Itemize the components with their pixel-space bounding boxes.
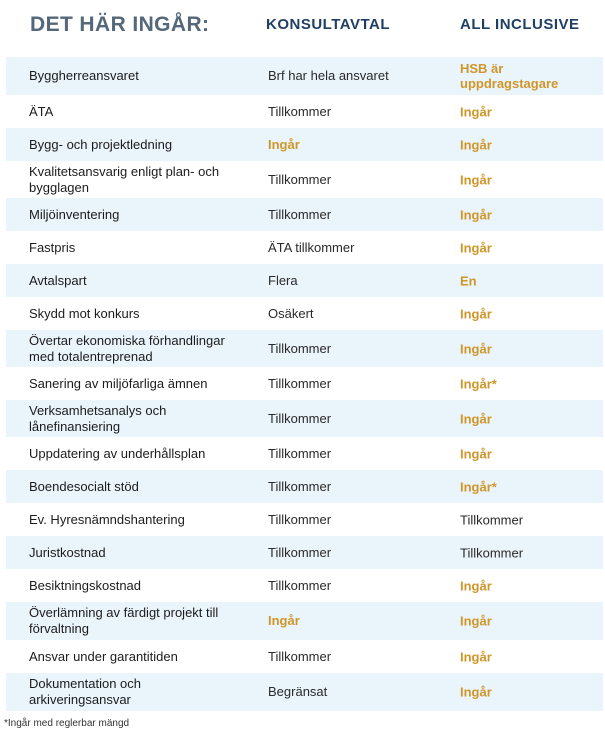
row-label: Ev. Hyresnämndshantering	[29, 511, 185, 527]
konsultavtal-value: Tillkommer	[268, 340, 332, 356]
table-row	[6, 95, 603, 128]
row-label: Ansvar under garantitiden	[29, 648, 178, 664]
konsultavtal-value: Brf har hela ansvaret	[268, 68, 389, 83]
all-inclusive-value: Ingår	[460, 240, 492, 255]
konsultavtal-value: Tillkommer	[268, 478, 332, 494]
row-label: Boendesocialt stöd	[29, 478, 139, 494]
table-row	[6, 437, 603, 470]
konsultavtal-value: Tillkommer	[268, 511, 332, 527]
row-label: ÄTA	[29, 103, 54, 119]
all-inclusive-value: Ingår	[460, 446, 492, 461]
all-inclusive-value: Ingår*	[460, 479, 497, 494]
row-label: Besiktningskostnad	[29, 577, 142, 593]
all-inclusive-value: Ingår	[460, 411, 492, 426]
table-row	[6, 128, 603, 161]
konsultavtal-value: Tillkommer	[268, 103, 332, 119]
row-label: Sanering av miljöfarliga ämnen	[29, 375, 208, 391]
all-inclusive-value: HSB är uppdragstagare	[460, 61, 559, 91]
row-label: Avtalspart	[29, 272, 87, 288]
row-label: Övertar ekonomiska förhandlingar med totalentreprenad	[29, 332, 225, 364]
all-inclusive-value: Tillkommer	[460, 545, 524, 560]
row-label: Kvalitetsansvarig enligt plan- och bygglagen	[29, 163, 220, 195]
konsultavtal-value: Tillkommer	[268, 445, 332, 461]
konsultavtal-value: Tillkommer	[268, 206, 332, 222]
table-row	[6, 536, 603, 569]
table-row	[6, 330, 603, 367]
konsultavtal-value: Ingår	[268, 613, 300, 628]
all-inclusive-value: Ingår	[460, 649, 492, 664]
konsultavtal-value: Tillkommer	[268, 375, 332, 391]
column-header-konsultavtal: KONSULTAVTAL	[266, 16, 391, 33]
konsultavtal-value: Tillkommer	[268, 410, 332, 426]
konsultavtal-value: Ingår	[268, 136, 300, 152]
konsultavtal-value: Begränsat	[268, 684, 328, 699]
konsultavtal-value: Osäkert	[268, 305, 314, 321]
table-row	[6, 673, 603, 711]
all-inclusive-value: Ingår	[460, 578, 492, 593]
table-row	[6, 470, 603, 503]
all-inclusive-value: Ingår	[460, 207, 492, 222]
table-row	[6, 602, 603, 640]
column-header-all-inclusive: ALL INCLUSIVE	[460, 16, 580, 33]
row-label: Juristkostnad	[29, 544, 106, 560]
all-inclusive-value: Ingår	[460, 306, 492, 321]
row-label: Byggherreansvaret	[29, 68, 139, 83]
all-inclusive-value: En	[460, 273, 477, 288]
row-label: Verksamhetsanalys och lånefinansiering	[29, 402, 167, 434]
row-label: Fastpris	[29, 239, 76, 255]
page-title: DET HÄR INGÅR:	[30, 13, 210, 36]
konsultavtal-value: ÄTA tillkommer	[268, 239, 355, 255]
table-row	[6, 569, 603, 602]
all-inclusive-value: Ingår	[460, 341, 492, 356]
table-header	[0, 0, 605, 52]
row-label: Överlämning av färdigt projekt till förvaltning	[29, 605, 219, 636]
konsultavtal-value: Flera	[268, 272, 298, 288]
all-inclusive-value: Ingår	[460, 104, 492, 119]
table-row	[6, 297, 603, 330]
konsultavtal-value: Tillkommer	[268, 577, 332, 593]
all-inclusive-value: Ingår	[460, 172, 492, 187]
comparison-table	[6, 57, 603, 711]
konsultavtal-value: Tillkommer	[268, 648, 332, 664]
table-row	[6, 231, 603, 264]
row-label: Bygg- och projektledning	[29, 136, 173, 152]
all-inclusive-value: Ingår	[460, 613, 492, 629]
footnote: *Ingår med reglerbar mängd	[4, 718, 130, 729]
table-row	[6, 503, 603, 536]
all-inclusive-value: Ingår*	[460, 376, 497, 391]
table-row	[6, 367, 603, 400]
table-row	[6, 400, 603, 437]
row-label: Miljöinventering	[29, 206, 120, 222]
table-row	[6, 57, 603, 95]
konsultavtal-value: Tillkommer	[268, 544, 332, 560]
all-inclusive-value: Ingår	[460, 684, 492, 700]
table-row	[6, 198, 603, 231]
row-label: Uppdatering av underhållsplan	[29, 445, 206, 461]
row-label: Dokumentation och arkiveringsansvar	[29, 676, 142, 707]
table-row	[6, 640, 603, 673]
table-row	[6, 264, 603, 297]
all-inclusive-value: Tillkommer	[460, 512, 524, 527]
konsultavtal-value: Tillkommer	[268, 171, 332, 187]
table-row	[6, 161, 603, 198]
row-label: Skydd mot konkurs	[29, 305, 140, 321]
all-inclusive-value: Ingår	[460, 137, 492, 152]
